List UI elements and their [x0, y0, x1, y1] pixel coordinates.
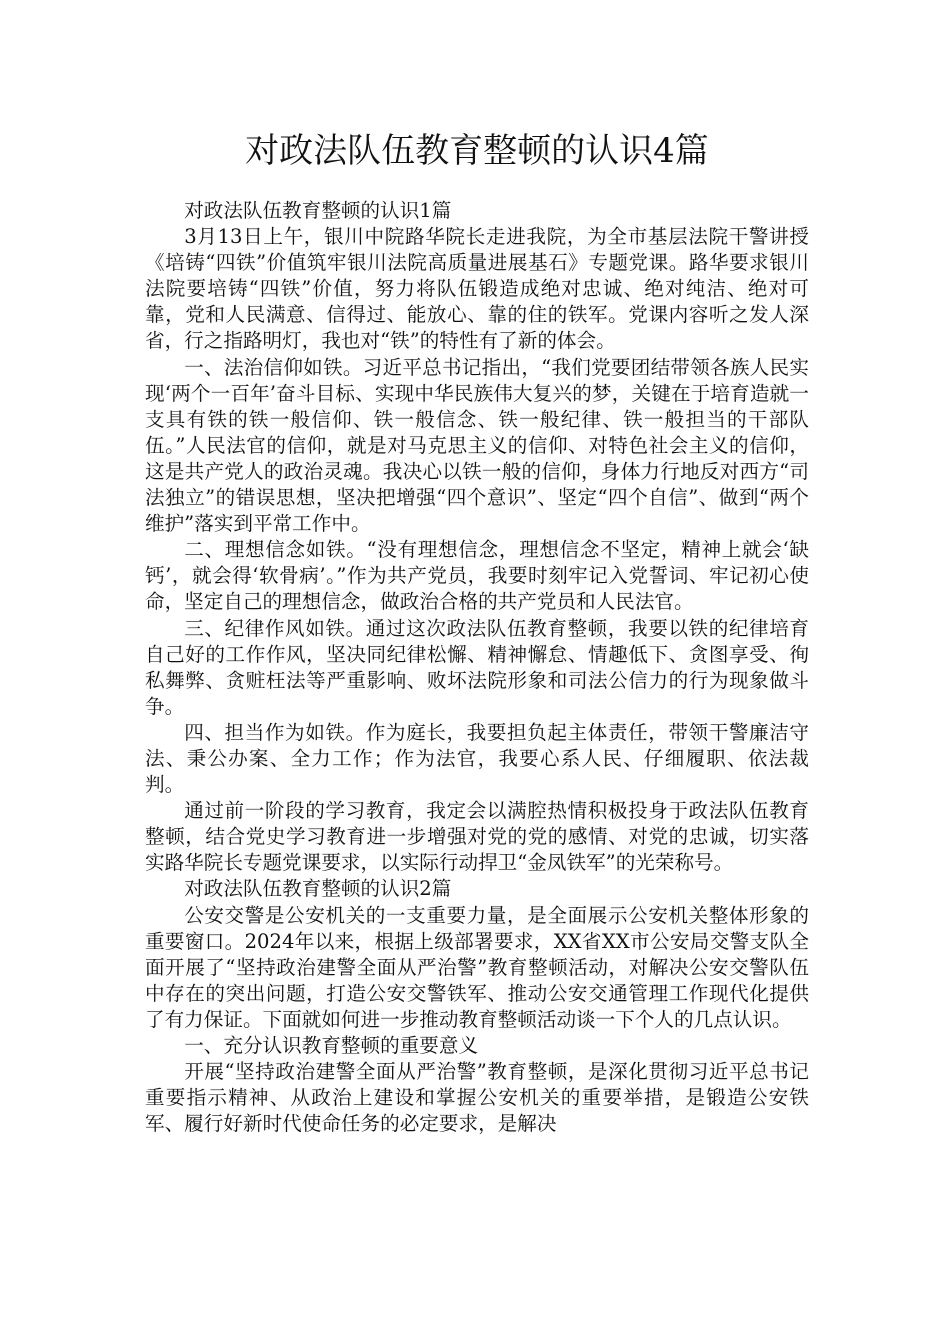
section-heading-2: 对政法队伍教育整顿的认识2篇 — [184, 877, 452, 901]
subsection-heading: 一、充分认识教育整顿的重要意义 — [184, 1034, 479, 1057]
paragraph: 二、理想信念如铁。“没有理想信念，理想信念不坚定，精神上就会‘缺钙’，就会得‘软骨病’。”作为共产党员，我要时刻牢记入党誓词、牢记初心使命，坚定自己的理想信念，做政治合格的共产党员和人民法官。 — [145, 538, 809, 614]
document-title: 对政法队伍教育整顿的认识4篇 — [245, 131, 709, 171]
paragraph: 三、纪律作风如铁。通过这次政法队伍教育整顿，我要以铁的纪律培育自己好的工作作风，坚决同纪律松懈、精神懈怠、情趣低下、贪图享受、徇私舞弊、贪赃枉法等严重影响、败坏法院形象和司法公信力的行为现象做斗争。 — [145, 616, 809, 718]
paragraph: 四、担当作为如铁。作为庭长，我要担负起主体责任，带领干警廉洁守法、秉公办案、全力工作；作为法官，我要心系人民、仔细履职、依法裁判。 — [145, 720, 809, 797]
paragraph: 公安交警是公安机关的一支重要力量，是全面展示公安机关整体形象的重要窗口。2024年以来，根据上级部署要求，XX省XX市公安局交警支队全面开展了“坚持政治建警全面从严治警”教育整顿活动，对解决公安交警队伍中存在的突出问题，打造公安交警铁军、推动公安交通管理工作现代化提供了有力保证。下面就如何进一步推动教育整顿活动谈一下个人的几点认识。 — [145, 903, 809, 1031]
paragraph: 开展“坚持政治建警全面从严治警”教育整顿，是深化贯彻习近平总书记重要指示精神、从政治上建设和掌握公安机关的重要举措，是锻造公安铁军、履行好新时代使命任务的必定要求，是解决 — [145, 1060, 809, 1136]
document-page — [145, 126, 809, 1137]
paragraph: 通过前一阶段的学习教育，我定会以满腔热情积极投身于政法队伍教育整顿，结合党史学习教育进一步增强对党的党的感情、对党的忠诚，切实落实路华院长专题党课要求，以实际行动捍卫“金凤铁军”的光荣称号。 — [145, 799, 809, 875]
paragraph: 一、法治信仰如铁。习近平总书记指出，“我们党要团结带领各族人民实现‘两个一百年’奋斗目标、实现中华民族伟大复兴的梦，关键在于培育造就一支具有铁的铁一般信仰、铁一般信念、铁一般纪律、铁一般担当的干部队伍。”人民法官的信仰，就是对马克思主义的信仰、对特色社会主义的信仰，这是共产党人的政治灵魂。我决心以铁一般的信仰，身体力行地反对西方“司法独立”的错误思想，坚决把增强“四个意识”、坚定“四个自信”、做到“两个维护”落实到平常工作中。 — [145, 355, 809, 536]
section-heading-1: 对政法队伍教育整顿的认识1篇 — [184, 199, 452, 222]
paragraph: 3月13日上午，银川中院路华院长走进我院，为全市基层法院干警讲授《培铸“四铁”价值筑牢银川法院高质量进展基石》专题党课。路华要求银川法院要培铸“四铁”价值，努力将队伍锻造成绝对忠诚、绝对纯洁、绝对可靠，党和人民满意、信得过、能放心、靠的住的铁军。党课内容听之发人深省，行之指路明灯，我也对“铁”的特性有了新的体会。 — [145, 225, 809, 353]
